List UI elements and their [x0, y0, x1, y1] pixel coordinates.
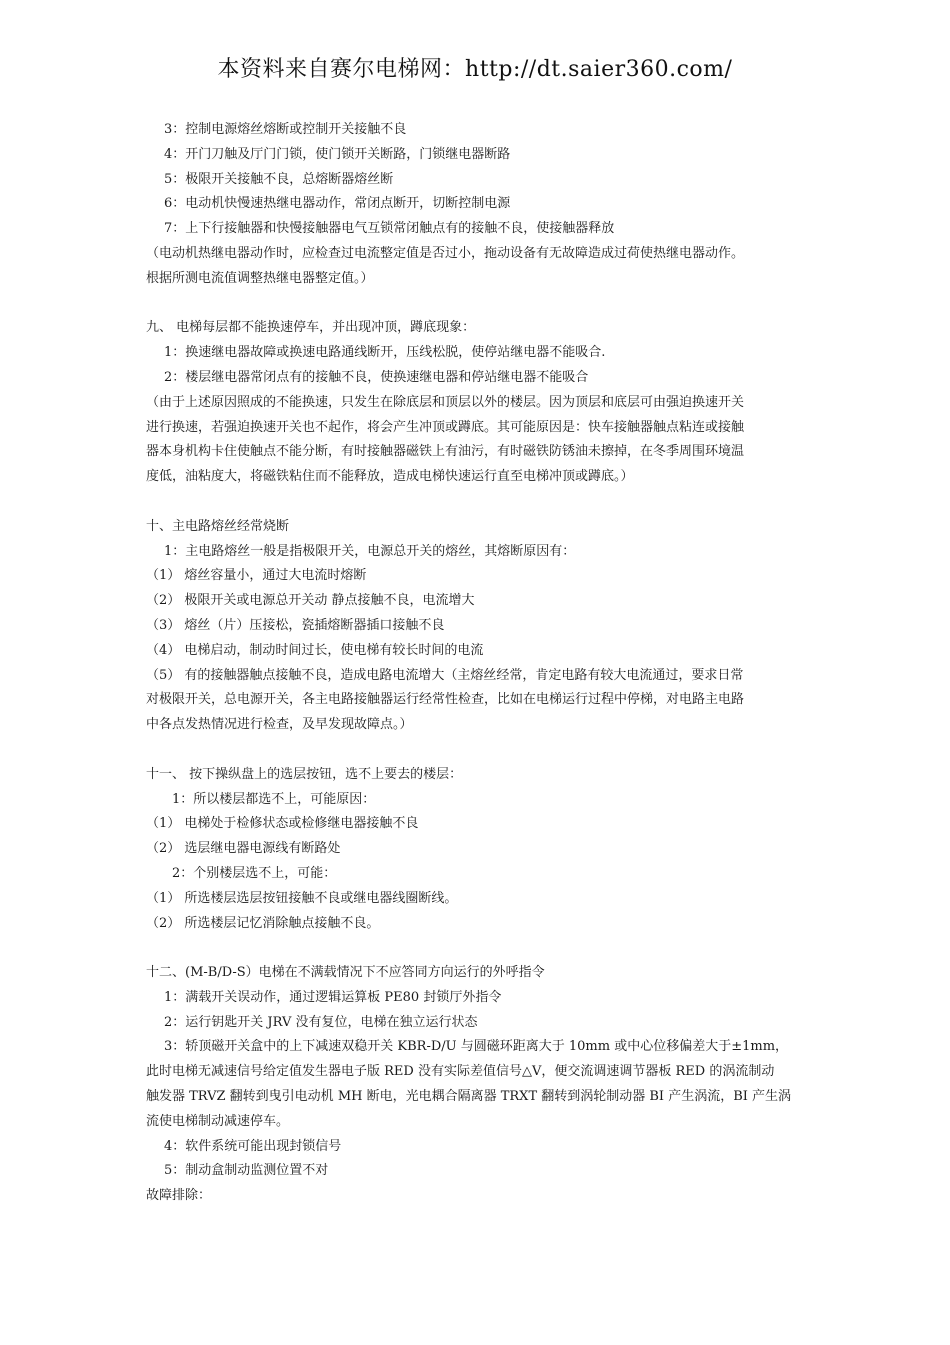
text-line: 1：满载开关误动作，通过逻辑运算板 PE80 封锁厅外指令 — [164, 989, 502, 1005]
text-line: （2） 选层继电器电源线有断路处 — [146, 841, 341, 857]
text-line: （由于上述原因照成的不能换速，只发生在除底层和顶层以外的楼层。因为顶层和底层可由强迫换速开关 — [146, 394, 745, 410]
text-line: 器本身机构卡住使触点不能分断，有时接触器磁铁上有油污，有时磁铁防锈油未擦掉，在冬季周围环境温 — [146, 444, 745, 460]
text-line: 4：软件系统可能出现封锁信号 — [164, 1138, 342, 1154]
text-line: 此时电梯无减速信号给定值发生器电子版 RED 没有实际差值信号△V，便交流调速调节器板 RED 的涡流制动 — [146, 1064, 775, 1080]
blank-line — [146, 738, 811, 763]
text-line: 度低，油粘度大，将磁铁粘住而不能释放，造成电梯快速运行直至电梯冲顶或蹲底。） — [146, 469, 634, 485]
text-line: 十一、 按下操纵盘上的选层按钮，选不上要去的楼层： — [146, 766, 463, 782]
text-line: 根据所测电流值调整热继电器整定值。） — [146, 270, 374, 286]
blank-line — [146, 490, 811, 515]
text-line: 1：主电路熔丝一般是指极限开关，电源总开关的熔丝，其熔断原因有： — [164, 543, 576, 559]
text-line: 6：电动机快慢速热继电器动作，常闭点断开，切断控制电源 — [164, 196, 511, 212]
text-line: 5：极限开关接触不良，总熔断器熔丝断 — [164, 171, 394, 187]
text-line: 1：换速继电器故障或换速电路通线断开，压线松脱，使停站继电器不能吸合. — [164, 345, 606, 361]
text-line: 2：个别楼层选不上，可能： — [172, 865, 337, 881]
text-line: 3：轿顶磁开关盒中的上下减速双稳开关 KBR-D/U 与圆磁环距离大于 10mm 或中心位移偏差大于±1mm， — [164, 1039, 789, 1055]
text-line: 2：楼层继电器常闭点有的接触不良，使换速继电器和停站继电器不能吸合 — [164, 369, 589, 385]
page-header: 本资料来自赛尔电梯网：http://dt.saier360.com/ — [217, 57, 733, 82]
text-line: 流使电梯制动减速停车。 — [146, 1113, 290, 1129]
text-line: 对极限开关，总电源开关，各主电路接触器运行经常性检查，比如在电梯运行过程中停梯，对电路主电路 — [146, 692, 745, 708]
text-line: 3：控制电源熔丝熔断或控制开关接触不良 — [164, 122, 407, 137]
text-line: （电动机热继电器动作时，应检查过电流整定值是否过小，拖动设备有无故障造成过荷使热继电器动作。 — [146, 245, 745, 261]
text-line: 触发器 TRVZ 翻转到曳引电动机 MH 断电，光电耦合隔离器 TRXT 翻转到涡轮制动器 BI 产生涡流，BI 产生涡 — [146, 1089, 792, 1105]
text-line: （1） 熔丝容量小，通过大电流时熔断 — [146, 568, 367, 584]
text-line: 2：运行钥匙开关 JRV 没有复位，电梯在独立运行状态 — [164, 1014, 478, 1030]
text-line: （5） 有的接触器触点接触不良，造成电路电流增大（主熔丝经常，肯定电路有较大电流通过，要求日常 — [146, 667, 744, 683]
text-line: 故障排除： — [146, 1188, 212, 1204]
text-line: 中各点发热情况进行检查，及早发现故障点。） — [146, 717, 413, 733]
text-line: （1） 所选楼层选层按钮接触不良或继电器线圈断线。 — [146, 890, 458, 906]
document-body — [146, 118, 811, 1209]
text-line: （2） 极限开关或电源总开关动 静点接触不良，电流增大 — [146, 593, 475, 609]
text-line: 4：开门刀触及厅门门锁，使门锁开关断路，门锁继电器断路 — [164, 146, 511, 162]
text-line: （4） 电梯启动，制动时间过长，使电梯有较长时间的电流 — [146, 642, 484, 658]
text-line: 十二、(M-B/D-S）电梯在不满载情况下不应答同方向运行的外呼指令 — [146, 965, 545, 981]
text-line: （2） 所选楼层记忆消除触点接触不良。 — [146, 915, 380, 931]
text-line: 7：上下行接触器和快慢接触器电气互锁常闭触点有的接触不良，使接触器释放 — [164, 221, 615, 237]
blank-line — [146, 936, 811, 961]
text-line: （1） 电梯处于检修状态或检修继电器接触不良 — [146, 816, 419, 832]
text-line: （3） 熔丝（片）压接松，瓷插熔断器插口接触不良 — [146, 617, 445, 633]
text-line: 进行换速，若强迫换速开关也不起作，将会产生冲顶或蹲底。其可能原因是：快车接触器触点粘连或接触 — [146, 419, 745, 435]
text-line: 1：所以楼层都选不上，可能原因： — [172, 791, 376, 807]
text-line: 5：制动盒制动监测位置不对 — [164, 1163, 329, 1179]
text-line: 九、 电梯每层都不能换速停车，并出现冲顶，蹲底现象： — [146, 320, 476, 336]
text-line: 十、主电路熔丝经常烧断 — [146, 518, 290, 534]
blank-line — [146, 292, 811, 317]
